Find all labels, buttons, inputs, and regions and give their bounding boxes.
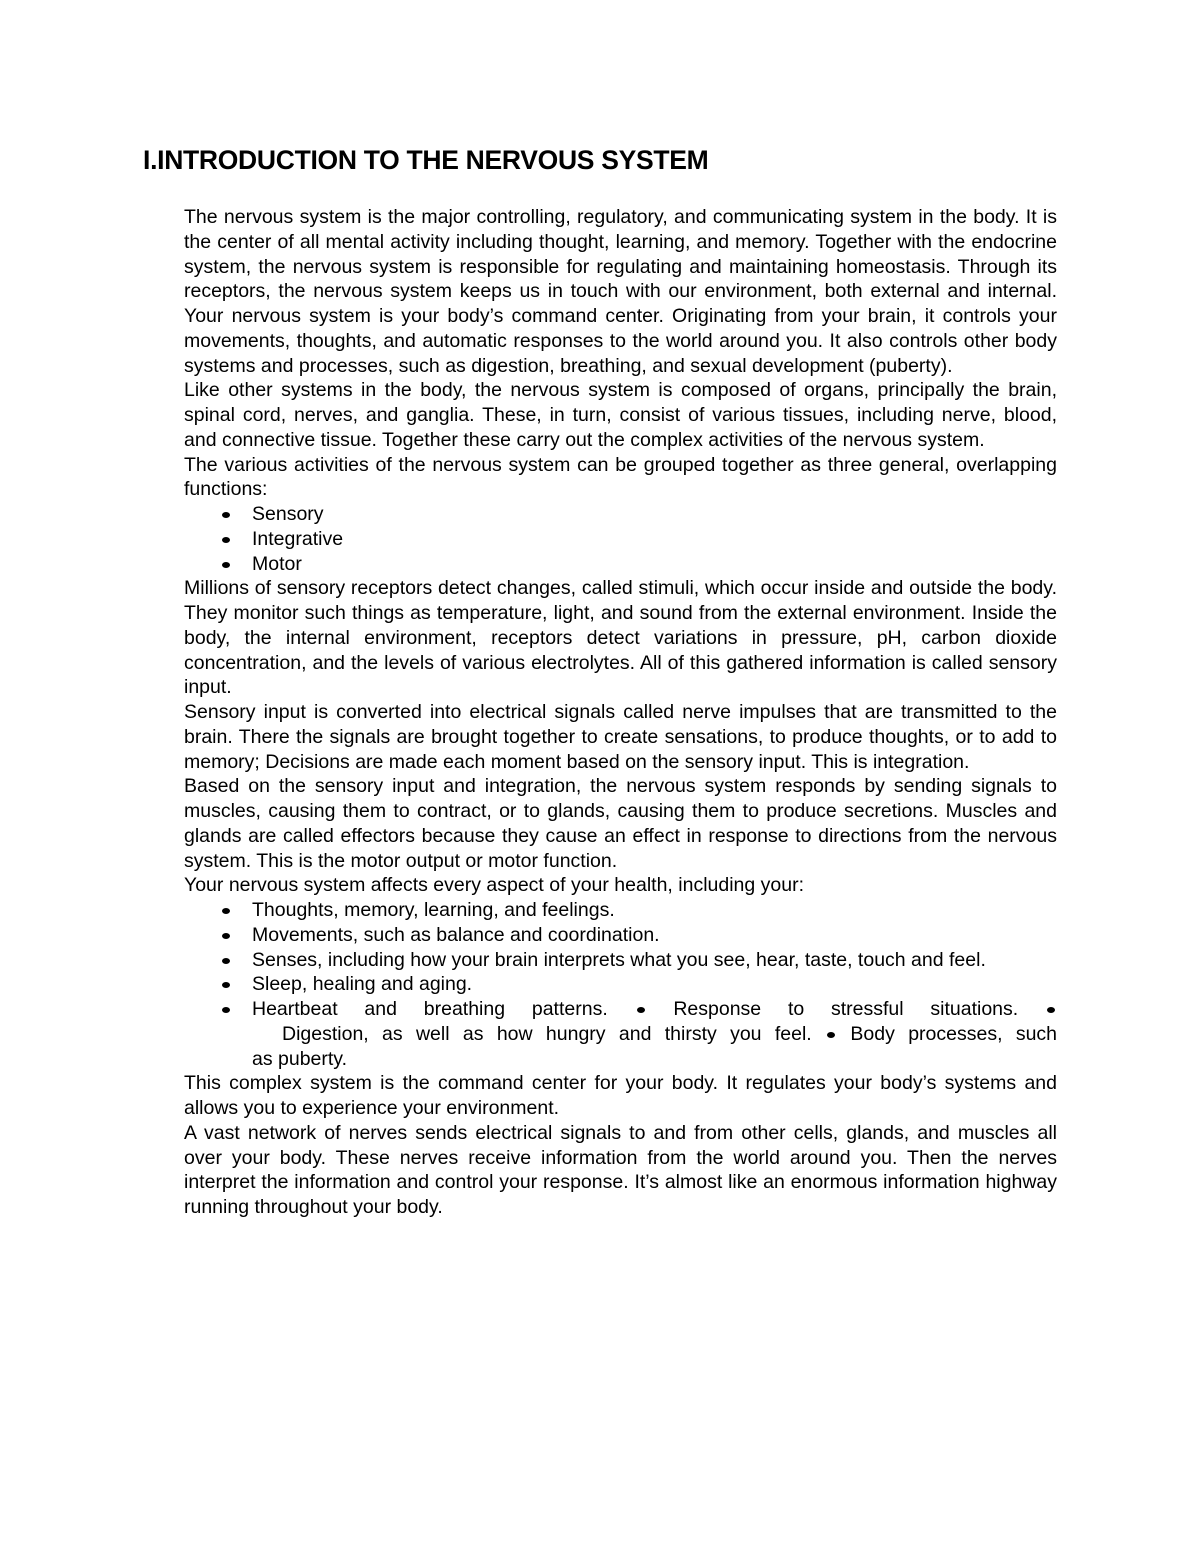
bullet-icon [222, 512, 230, 518]
list-item: Movements, such as balance and coordination. [184, 923, 1057, 948]
bullet-icon [222, 1007, 230, 1013]
paragraph-network: A vast network of nerves sends electrical signals to and from other cells, glands, and muscles all over your body. These nerves receive information from the world around you. Then the nerves interpret the information and control your response. It’s almost like an enormous information highway running throughout your body. [184, 1121, 1057, 1218]
bullet-icon [222, 537, 230, 543]
list-item: Sensory [184, 502, 1057, 527]
paragraph-organs: Like other systems in the body, the nervous system is composed of organs, principally the brain, spinal cord, nerves, and ganglia. These, in turn, consist of various tissues, including nerve, blood, and connective tissue. Together these carry out the complex activities of the nervous system. [184, 379, 1057, 451]
paragraph-motor: Based on the sensory input and integration, the nervous system responds by sending signals to muscles, causing them to contract, or to glands, causing them to produce secretions. Muscles and glands are called effectors because they cause an effect in response to directions from the nervous system. This is the motor output or motor function. [184, 775, 1057, 872]
paragraph-sensory: Millions of sensory receptors detect changes, called stimuli, which occur inside and outside the body. They monitor such things as temperature, light, and sound from the external environment. Inside the body, the internal environment, receptors detect variations in pressure, pH, carbon dioxide concentration, and the levels of various electrolytes. All of this gathered information is called sensory input. [184, 577, 1057, 699]
health-list [184, 898, 1057, 1071]
bullet-icon [222, 933, 230, 939]
bullet-icon [222, 562, 230, 568]
bullet-icon [1047, 1007, 1055, 1013]
list-item: Thoughts, memory, learning, and feelings. [184, 898, 1057, 923]
bullet-icon [222, 908, 230, 914]
list-item: Integrative [184, 527, 1057, 552]
list-item-merged: Heartbeat and breathing patterns. Response to stressful situations. [184, 997, 1057, 1022]
bullet-icon [637, 1007, 645, 1013]
bullet-icon [827, 1032, 835, 1038]
list-item: Sleep, healing and aging. [184, 972, 1057, 997]
list-item: Motor [184, 552, 1057, 577]
paragraph-health-intro: Your nervous system affects every aspect of your health, including your: [184, 874, 805, 897]
paragraph-command-center: This complex system is the command center for your body. It regulates your body’s systems and allows you to experience your environment. [184, 1072, 1057, 1119]
list-item-merged-continued: Digestion, as well as how hungry and thirsty you feel. Body processes, such as puberty. [252, 1022, 1058, 1070]
list-item: Senses, including how your brain interprets what you see, hear, taste, touch and feel. [184, 948, 1057, 973]
page-title: I.INTRODUCTION TO THE NERVOUS SYSTEM [143, 145, 709, 175]
paragraph-functions-intro: The various activities of the nervous system can be grouped together as three general, overlapping functions: [184, 453, 1057, 501]
bullet-icon [222, 958, 230, 964]
functions-list [184, 502, 1057, 576]
document-body [184, 205, 1057, 1220]
paragraph-intro: The nervous system is the major controlling, regulatory, and communicating system in the body. It is the center of all mental activity including thought, learning, and memory. Together with the endocrine system, the nervous system is responsible for regulating and maintaining homeostasis. Through its receptors, the nervous system keeps us in touch with our environment, both external and internal. Your nervous system is your body’s command center. Originating from your brain, it controls your movements, thoughts, and automatic responses to the world around you. It also controls other body systems and processes, such as digestion, breathing, and sexual development (puberty). [184, 206, 1057, 377]
bullet-icon [222, 982, 230, 988]
paragraph-integration: Sensory input is converted into electrical signals called nerve impulses that are transmitted to the brain. There the signals are brought together to create sensations, to produce thoughts, or to add to memory; Decisions are made each moment based on the sensory input. This is integration. [184, 701, 1057, 773]
